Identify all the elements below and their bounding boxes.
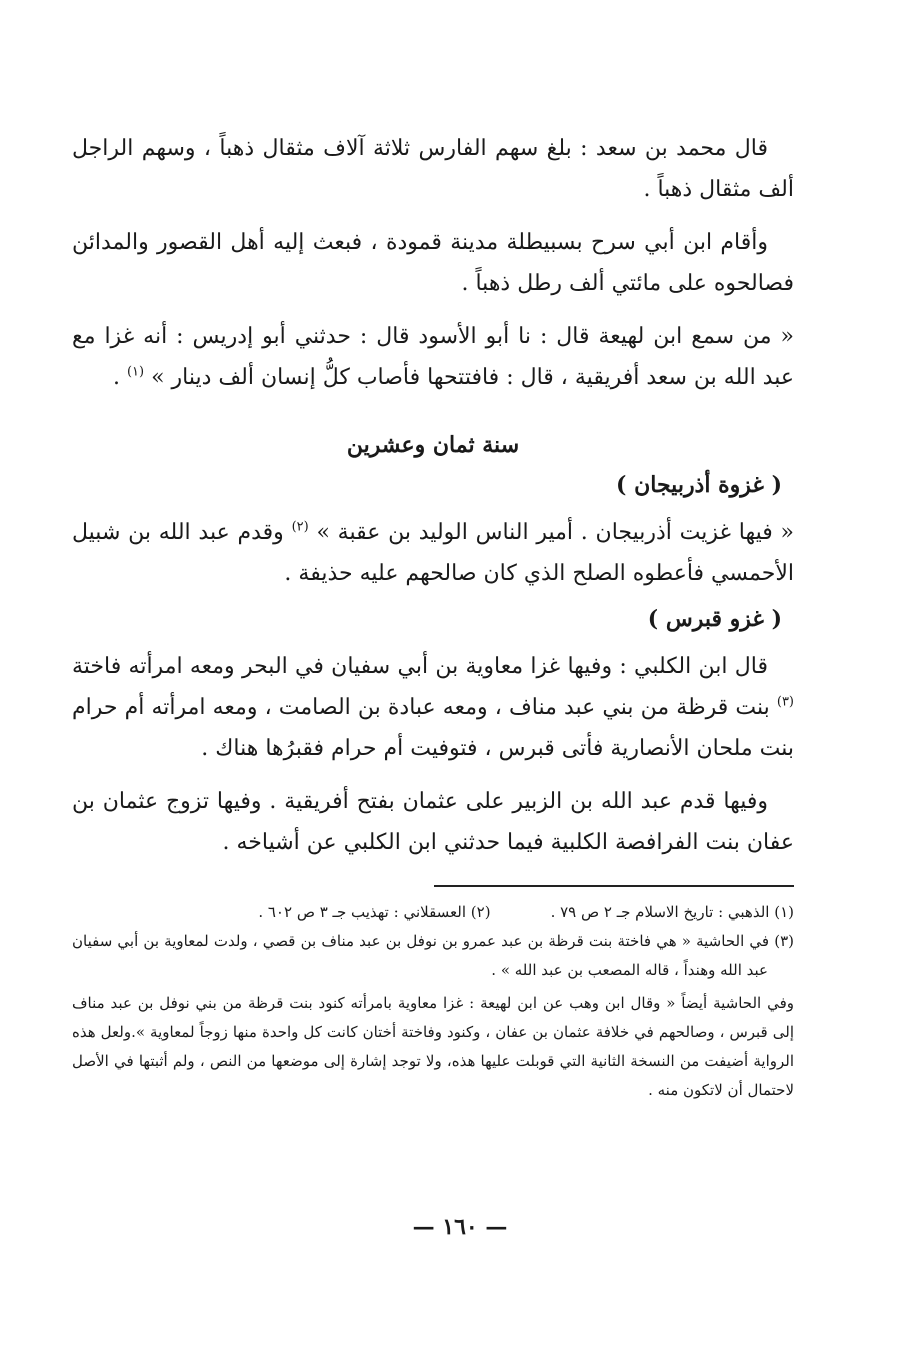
- footnote-ref-2: (٢): [291, 519, 309, 535]
- page-body: [72, 128, 794, 1105]
- paragraph-azerbaijan-a: « فيها غزيت أذربيجان . أمير الناس الوليد بن عقبة »: [316, 520, 794, 545]
- paragraph-cyprus: [72, 646, 794, 769]
- paragraph-cyprus-b: بنت قرظة من بني عبد مناف ، ومعه عبادة بن الصامت ، ومعه امرأته أم حرام بنت ملحان الأنصارية فأتى قبرس ، فتوفيت أم حرام فقبرُها هناك .: [72, 695, 794, 761]
- heading-raid-cyprus: ( غزو قبرس ): [647, 606, 782, 632]
- paragraph-ibn-saad: قال محمد بن سعد : بلغ سهم الفارس ثلاثة آلاف مثقال ذهباً ، وسهم الراجل ألف مثقال ذهباً .: [72, 136, 794, 202]
- page-number: — ١٦٠ —: [412, 1214, 508, 1240]
- paragraph-azerbaijan: [72, 512, 794, 594]
- paragraph-azerbaijan-b: وقدم عبد الله بن شبيل الأحمسي فأعطوه الصلح الذي كان صالحهم عليه حذيفة .: [72, 520, 794, 586]
- footnote-ref-1: (١): [126, 364, 145, 380]
- paragraph-cyprus-a: قال ابن الكلبي : وفيها غزا معاوية بن أبي سفيان في البحر ومعه امرأته فاختة: [72, 654, 768, 679]
- footnotes-row-1-2: [72, 897, 794, 927]
- footnote-1: (١) الذهبي : تاريخ الاسلام جـ ٢ ص ٧٩ .: [550, 903, 794, 921]
- year-heading: سنة ثمان وعشرين: [346, 432, 520, 458]
- paragraph-ibn-lahia-end: .: [112, 365, 127, 390]
- paragraph-ibn-zubair: وفيها قدم عبد الله بن الزبير على عثمان بفتح أفريقية . وفيها تزوج عثمان بن عفان بنت الفرافصة الكلبية فيما حدثني ابن الكلبي عن أشياخه .: [72, 789, 794, 855]
- footnote-ref-3: (٣): [776, 694, 794, 710]
- footnote-margin-note: وفي الحاشية أيضاً « وقال ابن وهب عن ابن لهيعة : غزا معاوية بامرأته كنود بنت قرظة من بني نوفل بن عبد مناف إلى قبرس ، وصالحهم في خلافة عثمان بن عفان ، وكنود وفاختة أختان كانت كل واحدة منها زوجاً لمعاوية ».ولعل هذه الرواية أضيفت من النسخة الثانية التي قوبلت عليها هذه، ولا توجد إشارة إلى موضعها من النص ، ولم أثبتها في الأصل لاحتمال أن لاتكون منه .: [72, 994, 794, 1099]
- footnote-2: (٢) العسقلاني : تهذيب جـ ٣ ص ٦٠٢ .: [258, 903, 491, 921]
- paragraph-sbeitla: وأقام ابن أبي سرح بسبيطلة مدينة قمودة ، فبعث إليه أهل القصور والمدائن فصالحوه على مائتي ألف رطل ذهباً .: [72, 230, 794, 296]
- footnote-3: (٣) في الحاشية « هي فاختة بنت قرظة بن عبد عمرو بن نوفل بن عبد مناف بن قصي ، ولدت لمعاوية بن أبي سفيان عبد الله وهنداً ، قاله المصعب بن عبد الله » .: [72, 932, 794, 979]
- heading-raid-azerbaijan: ( غزوة أذربيجان ): [616, 472, 782, 498]
- paragraph-ibn-lahia: [72, 316, 794, 398]
- footnote-divider: [434, 885, 794, 887]
- paragraph-ibn-lahia-text: « من سمع ابن لهيعة قال : نا أبو الأسود قال : حدثني أبو إدريس : أنه غزا مع عبد الله بن سعد أفريقية ، قال : فافتتحها فأصاب كلُّ إنسان ألف دينار »: [72, 324, 794, 390]
